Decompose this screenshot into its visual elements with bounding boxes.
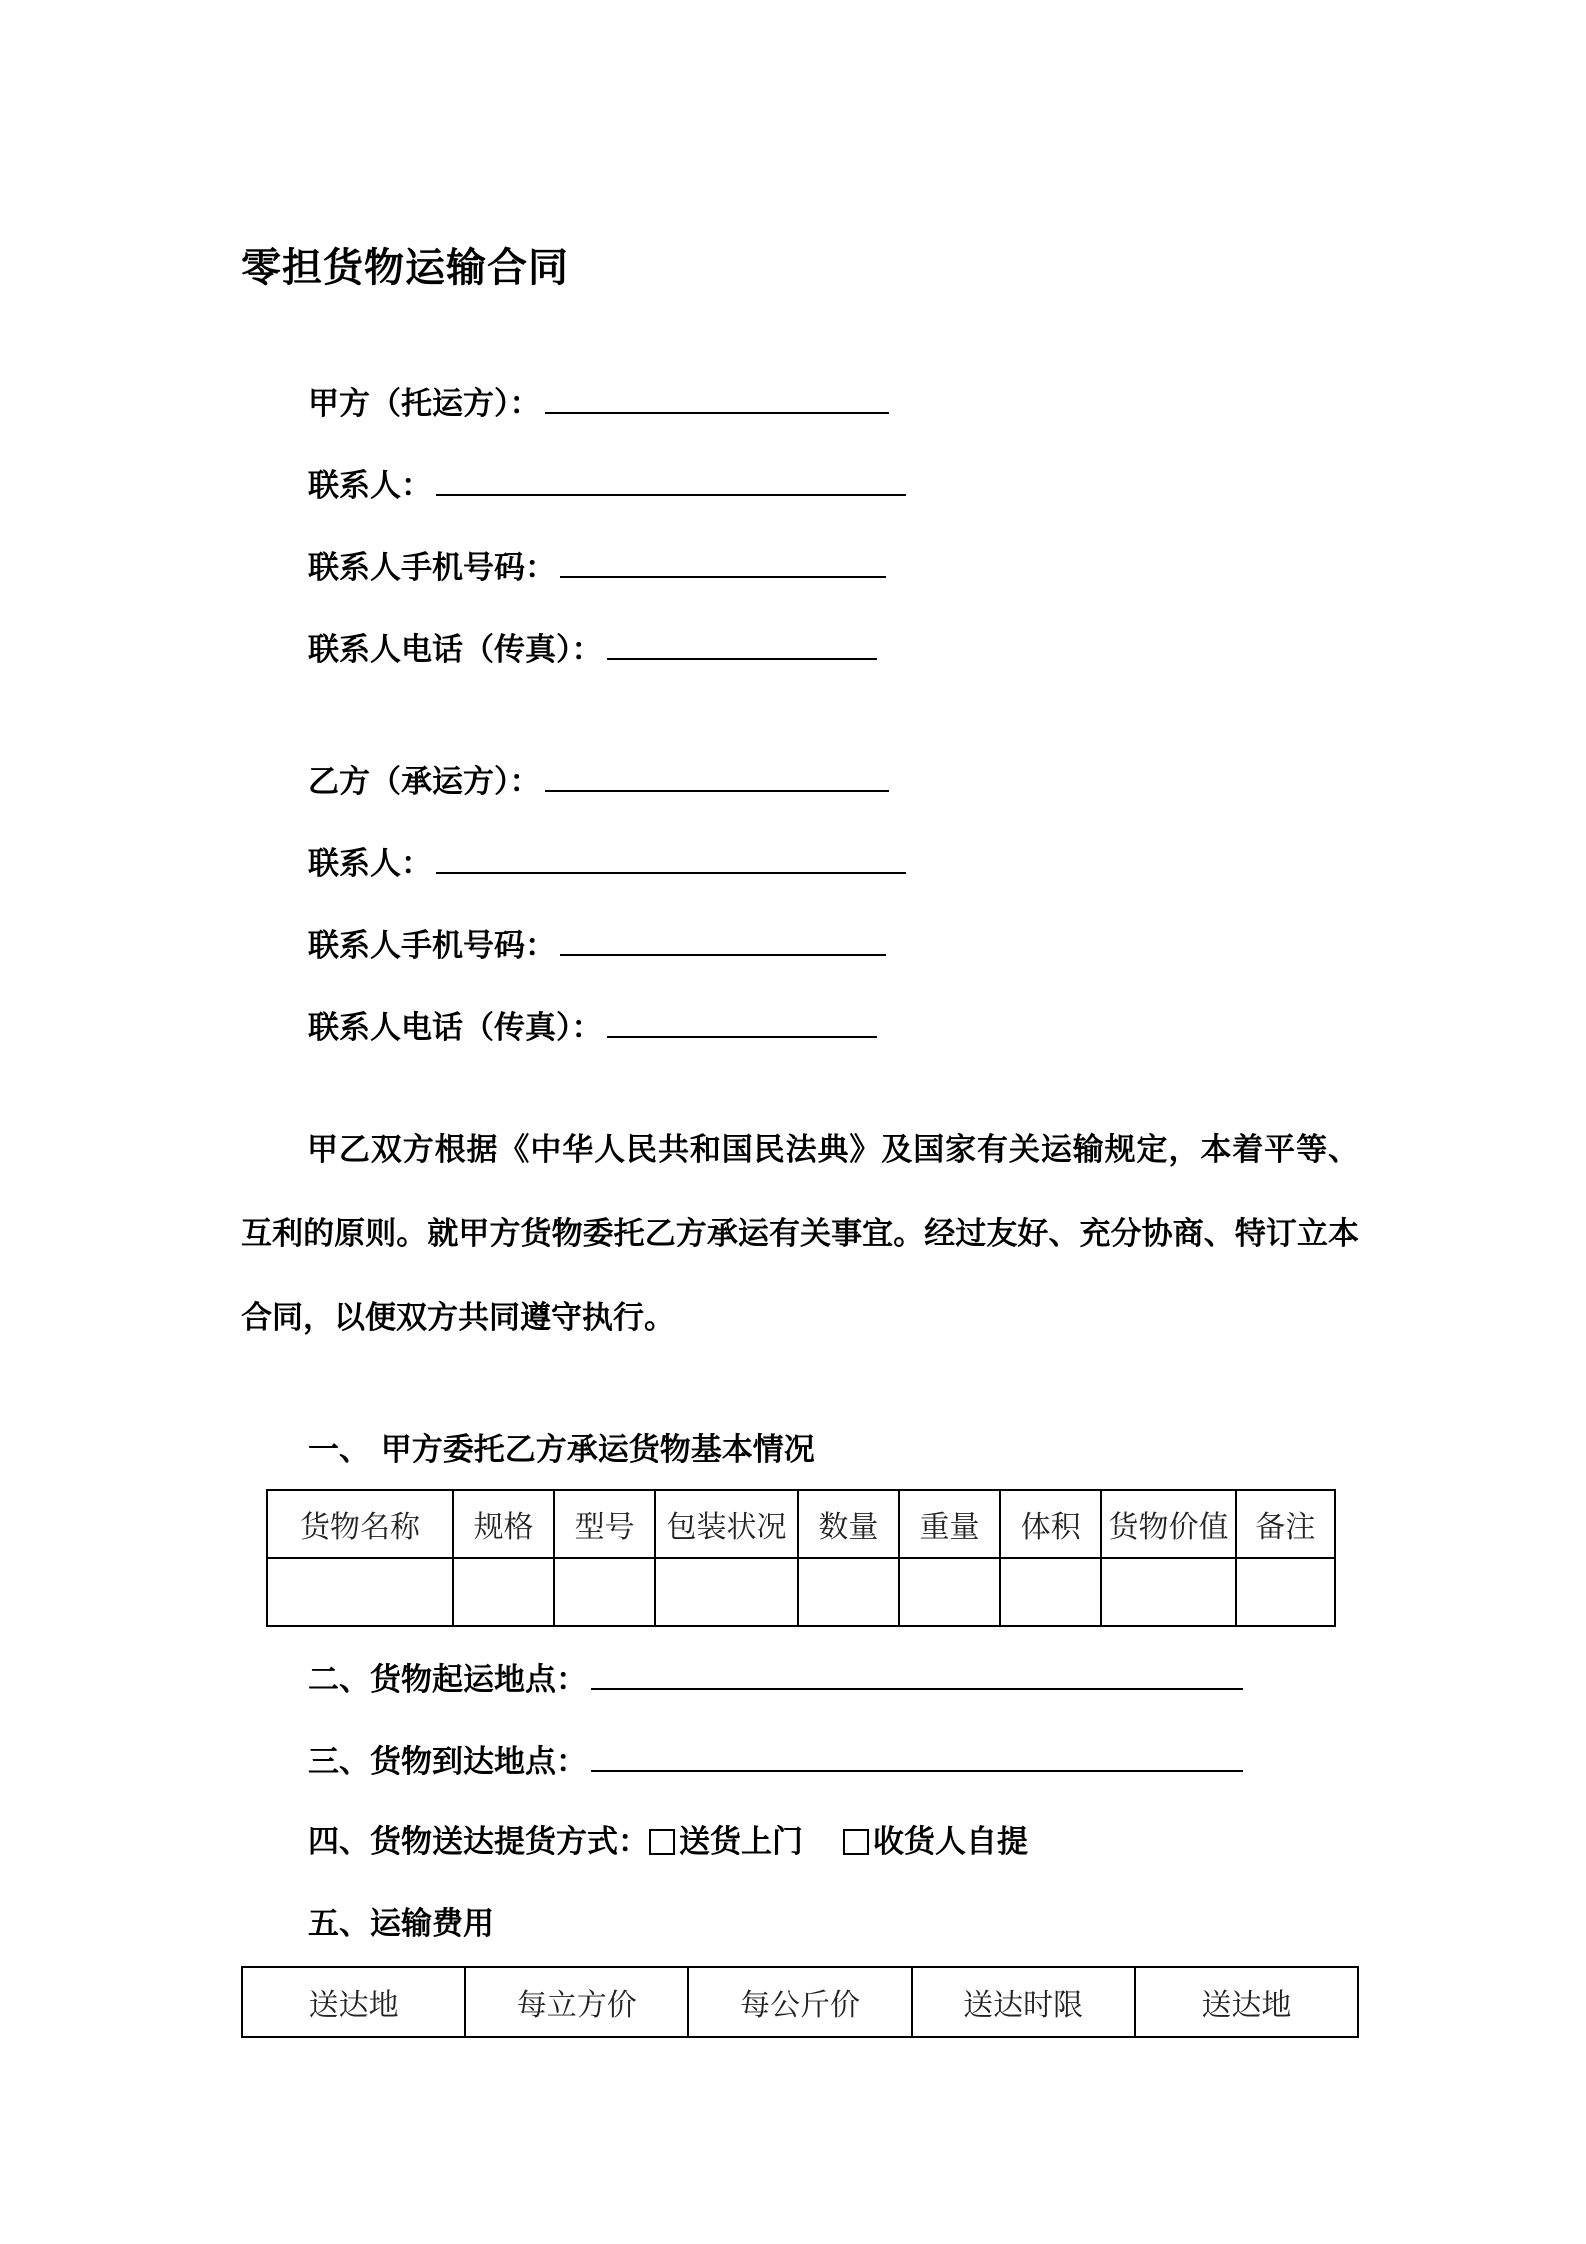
cargo-cell-spec[interactable]	[453, 1558, 554, 1626]
cargo-cell-value[interactable]	[1101, 1558, 1236, 1626]
door-delivery-option[interactable]	[649, 1824, 803, 1860]
cargo-col-model: 型号	[554, 1490, 655, 1558]
party-a-phone-blank[interactable]	[607, 628, 877, 660]
section5-heading: 五、运输费用	[308, 1906, 494, 1942]
party-a-name-blank[interactable]	[545, 382, 889, 414]
cargo-col-remarks: 备注	[1236, 1490, 1335, 1558]
party-a-mobile-label: 联系人手机号码：	[308, 550, 556, 586]
cargo-col-quantity: 数量	[798, 1490, 899, 1558]
party-b-phone-label: 联系人电话（传真）：	[308, 1010, 603, 1046]
cargo-cell-packaging[interactable]	[655, 1558, 798, 1626]
party-a-mobile-field[interactable]	[308, 542, 886, 587]
delivery-method-field	[308, 1816, 1028, 1861]
freight-col-per-cubic: 每立方价	[465, 1967, 688, 2037]
freight-table	[241, 1966, 1359, 2038]
party-a-name-label: 甲方（托运方）：	[308, 386, 541, 422]
party-a-contact-field[interactable]	[308, 460, 906, 505]
freight-col-per-kg: 每公斤价	[688, 1967, 911, 2037]
cargo-table-header-row	[267, 1490, 1335, 1558]
destination-label: 三、货物到达地点：	[308, 1744, 587, 1780]
cargo-col-spec: 规格	[453, 1490, 554, 1558]
freight-col-destination-2: 送达地	[1135, 1967, 1358, 2037]
party-b-mobile-field[interactable]	[308, 920, 886, 965]
party-b-contact-field[interactable]	[308, 838, 906, 883]
freight-col-time-limit: 送达时限	[912, 1967, 1135, 2037]
cargo-cell-name[interactable]	[267, 1558, 453, 1626]
party-a-contact-label: 联系人：	[308, 468, 432, 504]
cargo-table	[266, 1489, 1336, 1627]
section1-heading: 一、 甲方委托乙方承运货物基本情况	[308, 1432, 815, 1468]
origin-label: 二、货物起运地点：	[308, 1662, 587, 1698]
self-pickup-checkbox[interactable]	[843, 1829, 869, 1855]
party-a-phone-field[interactable]	[308, 624, 877, 669]
cargo-col-name: 货物名称	[267, 1490, 453, 1558]
party-b-name-field[interactable]	[308, 756, 889, 801]
self-pickup-option[interactable]	[843, 1824, 1028, 1860]
origin-field[interactable]	[308, 1654, 1243, 1699]
freight-col-destination: 送达地	[242, 1967, 465, 2037]
cargo-cell-volume[interactable]	[1000, 1558, 1101, 1626]
party-a-name-field[interactable]	[308, 378, 889, 423]
party-b-mobile-label: 联系人手机号码：	[308, 928, 556, 964]
cargo-cell-weight[interactable]	[899, 1558, 1000, 1626]
cargo-col-volume: 体积	[1000, 1490, 1101, 1558]
door-delivery-checkbox[interactable]	[649, 1829, 675, 1855]
destination-blank[interactable]	[591, 1740, 1243, 1772]
party-b-mobile-blank[interactable]	[560, 924, 886, 956]
self-pickup-label: 收货人自提	[873, 1824, 1028, 1860]
cargo-col-value: 货物价值	[1101, 1490, 1236, 1558]
origin-blank[interactable]	[591, 1658, 1243, 1690]
intro-paragraph: 甲乙双方根据《中华人民共和国民法典》及国家有关运输规定，本着平等、互利的原则。就甲方货物委托乙方承运有关事宜。经过友好、充分协商、特订立本合同，以便双方共同遵守执行。	[241, 1132, 1359, 1336]
door-delivery-label: 送货上门	[679, 1824, 803, 1860]
party-b-phone-field[interactable]	[308, 1002, 877, 1047]
cargo-col-weight: 重量	[899, 1490, 1000, 1558]
party-a-mobile-blank[interactable]	[560, 546, 886, 578]
cargo-col-packaging: 包装状况	[655, 1490, 798, 1558]
party-a-contact-blank[interactable]	[436, 464, 906, 496]
cargo-cell-quantity[interactable]	[798, 1558, 899, 1626]
party-b-phone-blank[interactable]	[607, 1006, 877, 1038]
delivery-method-label: 四、货物送达提货方式：	[308, 1824, 649, 1860]
party-b-contact-label: 联系人：	[308, 846, 432, 882]
cargo-cell-model[interactable]	[554, 1558, 655, 1626]
party-a-phone-label: 联系人电话（传真）：	[308, 632, 603, 668]
cargo-cell-remarks[interactable]	[1236, 1558, 1335, 1626]
party-b-name-label: 乙方（承运方）：	[308, 764, 541, 800]
party-b-name-blank[interactable]	[545, 760, 889, 792]
destination-field[interactable]	[308, 1736, 1243, 1781]
freight-table-header-row	[242, 1967, 1358, 2037]
party-b-contact-blank[interactable]	[436, 842, 906, 874]
page-title: 零担货物运输合同	[241, 245, 569, 291]
cargo-table-row	[267, 1558, 1335, 1626]
